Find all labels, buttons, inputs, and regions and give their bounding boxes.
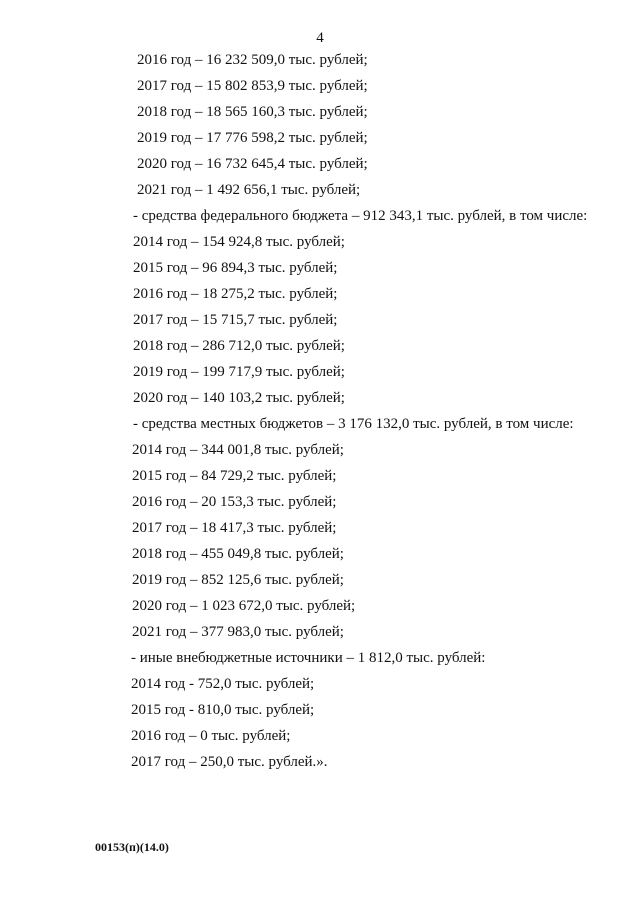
federal-budget-heading: - средства федерального бюджета – 912 343,1 тыс. рублей, в том числе:: [133, 208, 588, 224]
line-federal-2017: 2017 год – 15 715,7 тыс. рублей;: [133, 312, 338, 328]
line-2020-total: 2020 год – 16 732 645,4 тыс. рублей;: [137, 156, 368, 172]
local-budgets-heading: - средства местных бюджетов – 3 176 132,0 тыс. рублей, в том числе:: [133, 416, 574, 432]
line-local-2021: 2021 год – 377 983,0 тыс. рублей;: [132, 624, 344, 640]
line-local-2015: 2015 год – 84 729,2 тыс. рублей;: [132, 468, 337, 484]
line-federal-2015: 2015 год – 96 894,3 тыс. рублей;: [133, 260, 338, 276]
line-federal-2016: 2016 год – 18 275,2 тыс. рублей;: [133, 286, 338, 302]
page-number: 4: [316, 30, 324, 46]
line-extra-2015: 2015 год - 810,0 тыс. рублей;: [131, 702, 315, 718]
line-local-2014: 2014 год – 344 001,8 тыс. рублей;: [132, 442, 344, 458]
line-2017-total: 2017 год – 15 802 853,9 тыс. рублей;: [137, 78, 368, 94]
line-local-2019: 2019 год – 852 125,6 тыс. рублей;: [132, 572, 344, 588]
line-local-2017: 2017 год – 18 417,3 тыс. рублей;: [132, 520, 337, 536]
line-2018-total: 2018 год – 18 565 160,3 тыс. рублей;: [137, 104, 368, 120]
line-federal-2014: 2014 год – 154 924,8 тыс. рублей;: [133, 234, 345, 250]
document-code: 00153(п)(14.0): [95, 840, 169, 854]
line-local-2018: 2018 год – 455 049,8 тыс. рублей;: [132, 546, 344, 562]
line-extra-2017: 2017 год – 250,0 тыс. рублей.».: [131, 754, 328, 770]
line-local-2016: 2016 год – 20 153,3 тыс. рублей;: [132, 494, 337, 510]
line-federal-2019: 2019 год – 199 717,9 тыс. рублей;: [133, 364, 345, 380]
line-federal-2018: 2018 год – 286 712,0 тыс. рублей;: [133, 338, 345, 354]
extrabudgetary-heading: - иные внебюджетные источники – 1 812,0 тыс. рублей:: [131, 650, 486, 666]
line-federal-2020: 2020 год – 140 103,2 тыс. рублей;: [133, 390, 345, 406]
line-2021-total: 2021 год – 1 492 656,1 тыс. рублей;: [137, 182, 361, 198]
line-2016-total: 2016 год – 16 232 509,0 тыс. рублей;: [137, 52, 368, 68]
line-local-2020: 2020 год – 1 023 672,0 тыс. рублей;: [132, 598, 356, 614]
line-extra-2014: 2014 год - 752,0 тыс. рублей;: [131, 676, 315, 692]
line-extra-2016: 2016 год – 0 тыс. рублей;: [131, 728, 291, 744]
line-2019-total: 2019 год – 17 776 598,2 тыс. рублей;: [137, 130, 368, 146]
